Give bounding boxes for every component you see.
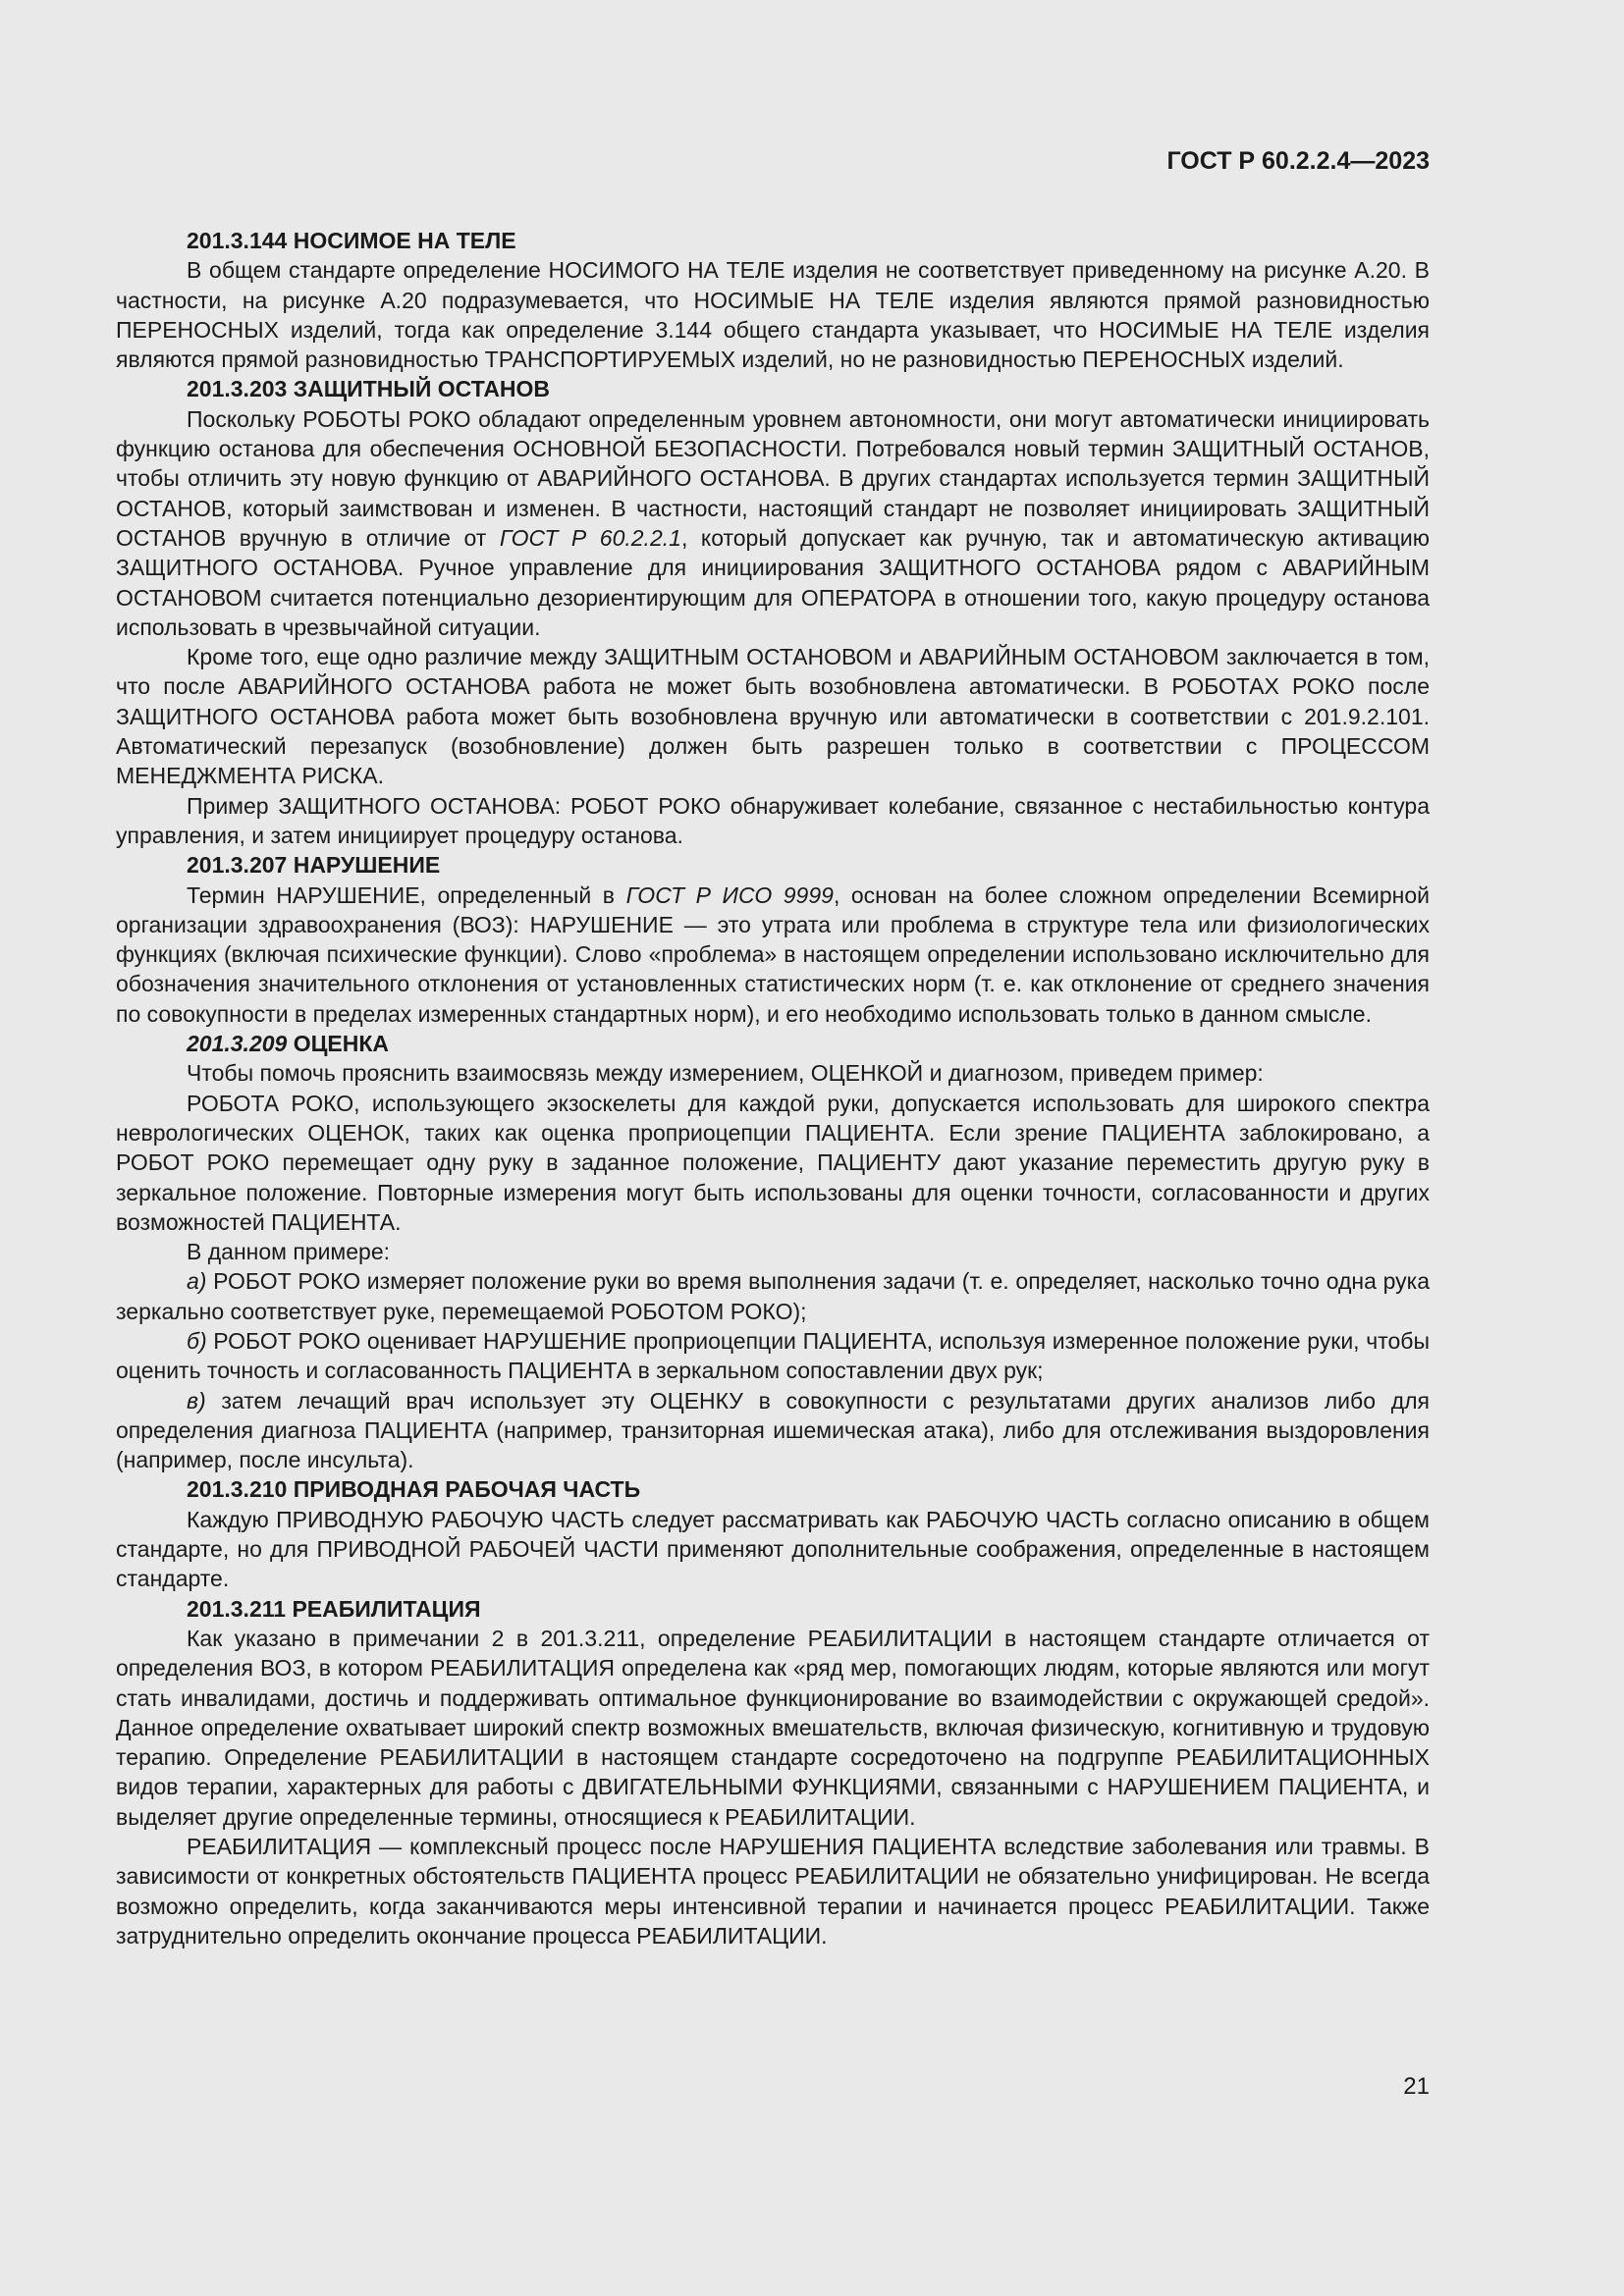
- document-header: ГОСТ Р 60.2.2.4—2023: [1166, 147, 1430, 175]
- section-heading-211: 201.3.211 РЕАБИЛИТАЦИЯ: [187, 1595, 481, 1622]
- list-item-a: [116, 1266, 1430, 1326]
- list-text: РОБОТ РОКО оценивает НАРУШЕНИЕ проприоцепции ПАЦИЕНТА, используя измеренное положение руки, чтобы оценить точность и согласованность ПАЦИЕНТА в зеркальном сопоставлении двух рук;: [116, 1327, 1430, 1384]
- paragraph: В общем стандарте определение НОСИМОГО НА ТЕЛЕ изделия не соответствует приведенному на рисунке А.20. В частности, на рисунке А.20 подразумевается, что НОСИМЫЕ НА ТЕЛЕ изделия являются прямой разновидностью ПЕРЕНОСНЫХ изделий, тогда как определение 3.144 общего стандарта указывает, что НОСИМЫЕ НА ТЕЛЕ изделия являются прямой разновидностью ТРАНСПОРТИРУЕМЫХ изделий, но не разновидностью ПЕРЕНОСНЫХ изделий.: [116, 257, 1430, 373]
- standard-reference: ГОСТ Р 60.2.2.1: [499, 524, 681, 551]
- paragraph: Пример ЗАЩИТНОГО ОСТАНОВА: РОБОТ РОКО обнаруживает колебание, связанное с нестабильностью контура управления, и затем инициирует процедуру останова.: [116, 792, 1430, 848]
- paragraph: В данном примере:: [187, 1239, 391, 1265]
- paragraph: [116, 881, 1430, 1029]
- section-number: 201.3.209: [187, 1031, 288, 1057]
- paragraph: Каждую ПРИВОДНУЮ РАБОЧУЮ ЧАСТЬ следует рассматривать как РАБОЧУЮ ЧАСТЬ согласно описанию в общем стандарте, но для ПРИВОДНОЙ РАБОЧЕЙ ЧАСТИ применяют дополнительные соображения, определенные в настоящем стандарте.: [116, 1506, 1430, 1592]
- page-number: 21: [1403, 2073, 1430, 2100]
- section-heading-203: 201.3.203 ЗАЩИТНЫЙ ОСТАНОВ: [187, 376, 551, 402]
- document-body: [116, 226, 1430, 1950]
- paragraph: РОБОТА РОКО, использующего экзоскелеты для каждой руки, допускается использовать для широкого спектра неврологических ОЦЕНОК, таких как оценка проприоцепции ПАЦИЕНТА. Если зрение ПАЦИЕНТА заблокировано, а РОБОТ РОКО перемещает одну руку в заданное положение, ПАЦИЕНТУ дают указание переместить другую руку в зеркальное положение. Повторные измерения могут быть использованы для оценки точности, согласованности и других возможностей ПАЦИЕНТА.: [116, 1090, 1430, 1235]
- section-heading-207: 201.3.207 НАРУШЕНИЕ: [187, 852, 441, 879]
- paragraph: РЕАБИЛИТАЦИЯ — комплексный процесс после НАРУШЕНИЯ ПАЦИЕНТА вследствие заболевания или травмы. В зависимости от конкретных обстоятельств ПАЦИЕНТА процесс РЕАБИЛИТАЦИИ не обязательно унифицирован. Не всегда возможно определить, когда заканчиваются меры интенсивной терапии и начинается процесс РЕАБИЛИТАЦИИ. Также затруднительно определить окончание процесса РЕАБИЛИТАЦИИ.: [116, 1834, 1430, 1949]
- text-run: Термин НАРУШЕНИЕ, определенный в: [187, 881, 626, 908]
- list-text: затем лечащий врач использует эту ОЦЕНКУ в совокупности с результатами других анализов либо для определения диагноза ПАЦИЕНТА (например, транзиторная ишемическая атака), либо для отслеживания выздоровления (например, после инсульта).: [116, 1387, 1430, 1473]
- section-heading-210: 201.3.210 ПРИВОДНАЯ РАБОЧАЯ ЧАСТЬ: [187, 1476, 641, 1503]
- section-heading-209: [116, 1029, 1430, 1058]
- section-heading-144: 201.3.144 НОСИМОЕ НА ТЕЛЕ: [187, 228, 516, 253]
- list-item-b: [116, 1326, 1430, 1386]
- paragraph: Чтобы помочь прояснить взаимосвязь между измерением, ОЦЕНКОЙ и диагнозом, приведем пример:: [187, 1060, 1264, 1087]
- text-run: , который допускает как ручную, так и автоматическую активацию ЗАЩИТНОГО ОСТАНОВА. Ручное управление для инициирования ЗАЩИТНОГО ОСТАНОВА рядом с АВАРИЙНЫМ ОСТАНОВОМ считается потенциально дезориентирующим для ОПЕРАТОРА в отношении того, какую процедуру останова использовать в чрезвычайной ситуации.: [116, 524, 1430, 640]
- section-title: ОЦЕНКА: [287, 1031, 390, 1057]
- paragraph: Кроме того, еще одно различие между ЗАЩИТНЫМ ОСТАНОВОМ и АВАРИЙНЫМ ОСТАНОВОМ заключается в том, что после АВАРИЙНОГО ОСТАНОВА работа не может быть возобновлена автоматически. В РОБОТАХ РОКО после ЗАЩИТНОГО ОСТАНОВА работа может быть возобновлена вручную или автоматически в соответствии с 201.9.2.101. Автоматический перезапуск (возобновление) должен быть разрешен только в соответствии с ПРОЦЕССОМ МЕНЕДЖМЕНТА РИСКА.: [116, 644, 1430, 789]
- list-label: а): [187, 1268, 207, 1295]
- list-item-c: [116, 1386, 1430, 1475]
- paragraph: Как указано в примечании 2 в 201.3.211, определение РЕАБИЛИТАЦИИ в настоящем стандарте отличается от определения ВОЗ, в котором РЕАБИЛИТАЦИЯ определена как «ряд мер, помогающих людям, которые являются или могут стать инвалидами, достичь и поддерживать оптимальное функционирование во взаимодействии с окружающей средой». Данное определение охватывает широкий спектр возможных вмешательств, включая физическую, когнитивную и трудовую терапию. Определение РЕАБИЛИТАЦИИ в настоящем стандарте сосредоточено на подгруппе РЕАБИЛИТАЦИОННЫХ видов терапии, характерных для работы с ДВИГАТЕЛЬНЫМИ ФУНКЦИЯМИ, связанными с НАРУШЕНИЕМ ПАЦИЕНТА, и выделяет другие определенные термины, относящиеся к РЕАБИЛИТАЦИИ.: [116, 1625, 1430, 1830]
- list-label: в): [187, 1387, 206, 1414]
- text-run: , основан на более сложном определении Всемирной организации здравоохранения (ВОЗ): НАРУШЕНИЕ — это утрата или проблема в структуре тела или физиологических функциях (включая психические функции). Слово «проблема» в настоящем определении использовано исключительно для обозначения значительного отклонения от установленных статистических норм (т. е. как отклонение от среднего значения по совокупности в пределах измеренных стандартных норм), и его необходимо использовать только в данном смысле.: [116, 881, 1431, 1027]
- paragraph: [116, 404, 1430, 642]
- list-text: РОБОТ РОКО измеряет положение руки во время выполнения задачи (т. е. определяет, насколько точно одна рука зеркально соответствует руке, перемещаемой РОБОТОМ РОКО);: [116, 1268, 1430, 1324]
- standard-reference: ГОСТ Р ИСО 9999: [625, 881, 834, 908]
- list-label: б): [187, 1327, 207, 1354]
- text-run: Поскольку РОБОТЫ РОКО обладают определенным уровнем автономности, они могут автоматически инициировать функцию останова для обеспечения ОСНОВНОЙ БЕЗОПАСНОСТИ. Потребовался новый термин ЗАЩИТНЫЙ ОСТАНОВ, чтобы отличить эту новую функцию от АВАРИЙНОГО ОСТАНОВА. В других стандартах используется термин ЗАЩИТНЫЙ ОСТАНОВ, который заимствован и изменен. В частности, настоящий стандарт не позволяет инициировать ЗАЩИТНЫЙ ОСТАНОВ вручную в отличие от: [116, 405, 1430, 551]
